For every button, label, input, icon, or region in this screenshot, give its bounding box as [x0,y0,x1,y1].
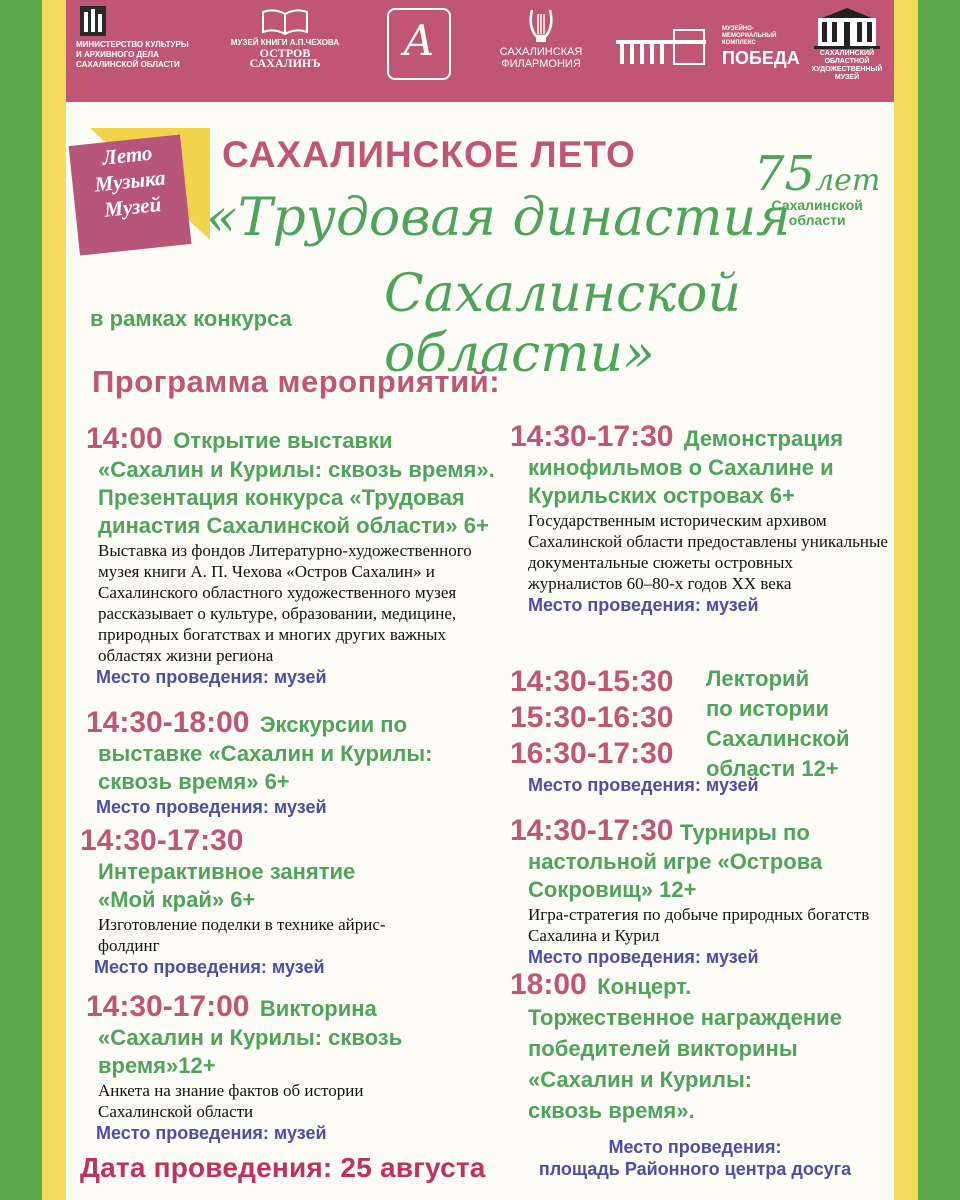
event-place: Место проведения: [608,1137,782,1157]
event-title-line: области 12+ [706,756,839,781]
program-heading: Программа мероприятий: [92,364,501,399]
art-museum-logo [804,6,890,82]
event-time: 14:30-17:00 [86,990,250,1023]
event-time: 14:30-18:00 [86,706,250,739]
event-interactive [80,824,500,978]
event-title-inline: Турниры по [679,820,810,845]
event-concert [510,968,890,1180]
event-films [510,420,890,616]
event-place: Место проведения: музей [528,775,759,795]
event-excursions [86,706,506,818]
event-board-game [510,814,890,968]
script-title-line-2: Сахалинской области» [384,264,741,384]
badge-line-3: Музей [103,191,163,222]
event-time: 15:30-16:30 [510,701,674,734]
music-letter: А [403,16,435,65]
event-title-line: Курильских островах 6+ [528,483,795,508]
event-description: Игра-стратегия по добыче природных богатств Сахалина и Курил [528,905,870,945]
event-time: 18:00 [510,968,587,1001]
badge-line-2: Музыка [93,165,167,197]
event-description: Выставка из фондов Литературно-художественного музея книги А. П. Чехова «Остров Сахалин» и Сахалинского областного художественного музея рассказывает о культуре, образовании, медицине, природных богатствах и многих других важных областях жизни региона [98,541,472,665]
anniversary-word: лет [815,163,881,198]
event-place: Место проведения: музей [528,947,759,967]
event-title-line: сквозь время» 6+ [98,769,290,794]
philharmonic-logo [486,6,596,70]
event-place: Место проведения: музей [96,1123,327,1143]
anniversary-number: 75 [754,146,816,202]
anniversary-sub-1: Сахалинской [771,197,863,213]
event-description: Изготовление поделки в технике айрис-фолдинг [98,915,386,955]
event-title-line: выставке «Сахалин и Курилы: [98,741,433,766]
event-quiz [86,990,506,1144]
event-description: Анкета на знание фактов об истории Сахалинской области [98,1081,364,1121]
music-logo [384,8,454,80]
event-time: 14:30-17:30 [510,814,674,847]
event-time: 16:30-17:30 [510,737,674,770]
event-title-line: Интерактивное занятие [98,859,356,884]
chekhov-museum-logo [226,6,344,68]
anniversary-mark [754,146,881,228]
event-place-detail: площадь Районного центра досуга [538,1159,852,1179]
museum-building-icon [812,6,882,50]
event-title-inline: Викторина [259,996,377,1021]
event-title-line: династия Сахалинской области» 6+ [98,513,489,538]
event-title-line: Лекторий [706,666,810,691]
event-time: 14:30-17:30 [510,420,674,453]
ministry-emblem-icon [80,6,106,36]
main-title: САХАЛИНСКОЕ ЛЕТО [222,134,636,175]
event-place: Место проведения: музей [96,667,327,687]
art-museum-name: САХАЛИНСКИЙ ОБЛАСТНОЙ ХУДОЖЕСТВЕННЫЙ МУЗЕЙ [811,50,883,81]
event-title-inline: Концерт. [597,974,692,999]
event-date: Дата проведения: 25 августа [80,1152,486,1183]
chekhov-museum-name: МУЗЕЙ КНИГИ А.П.ЧЕХОВА [230,38,340,47]
event-title-line: «Сахалин и Курилы: [528,1067,753,1092]
badge-line-1: Лето [101,140,154,170]
chekhov-museum-sub: ОСТРОВ САХАЛИНЪ [249,46,321,70]
victory-small-label: МУЗЕЙНО-МЕМОРИАЛЬНЫЙ КОМПЛЕКС [722,26,777,46]
event-title-inline: Экскурсии по [259,712,408,737]
event-title-line: сквозь время». [528,1098,695,1123]
event-time: 14:30-17:30 [80,824,244,857]
event-place: Место проведения: музей [96,797,327,817]
event-title-line: победителей викторины [528,1036,798,1061]
lyre-icon [526,6,556,46]
event-title-line: «Сахалин и Курилы: сквозь [98,1025,403,1050]
event-title-line: настольной игре «Острова [528,849,823,874]
event-title-inline: Демонстрация [683,426,844,451]
event-title-inline: Открытие выставки [173,428,393,453]
event-title-line: Торжественное награждение [528,1005,842,1030]
badge-text [70,136,190,225]
poster [66,0,894,1200]
event-place: Место проведения: музей [528,595,759,615]
memorial-building-icon [614,26,714,66]
ministry-name: МИНИСТЕРСТВО КУЛЬТУРЫ И АРХИВНОГО ДЕЛА САХАЛИНСКОЙ ОБЛАСТИ [76,40,189,69]
philharmonic-name: САХАЛИНСКАЯ ФИЛАРМОНИЯ [499,46,583,70]
event-opening [86,422,506,688]
event-title-line: Сокровищ» 12+ [528,877,697,902]
victory-name: ПОБЕДА [722,48,800,68]
contest-caption: в рамках конкурса [90,306,292,331]
event-title-line: Сахалинской [706,726,850,751]
event-title-line: время»12+ [98,1053,216,1078]
event-title-line: по истории [706,696,830,721]
event-description: Государственным историческим архивом Сахалинской области предоставлены уникальные документальные сюжеты островных журналистов 60–80-х годов XX века [528,511,888,593]
ministry-logo [76,6,206,70]
anniversary-sub-2: области [788,212,846,228]
event-place: Место проведения: музей [94,957,325,977]
event-time: 14:00 [86,422,163,455]
event-title-line: Презентация конкурса «Трудовая [98,485,465,510]
header-banner [66,0,894,102]
event-time: 14:30-15:30 [510,665,674,698]
open-book-icon [260,6,310,38]
script-title-line-1: «Трудовая династия [206,188,791,248]
event-title-line: «Сахалин и Курилы: сквозь время». [98,457,495,482]
event-title-line: «Мой край» 6+ [98,887,256,912]
summer-music-museum-badge [72,128,192,240]
event-title-line: кинофильмов о Сахалине и [528,455,834,480]
